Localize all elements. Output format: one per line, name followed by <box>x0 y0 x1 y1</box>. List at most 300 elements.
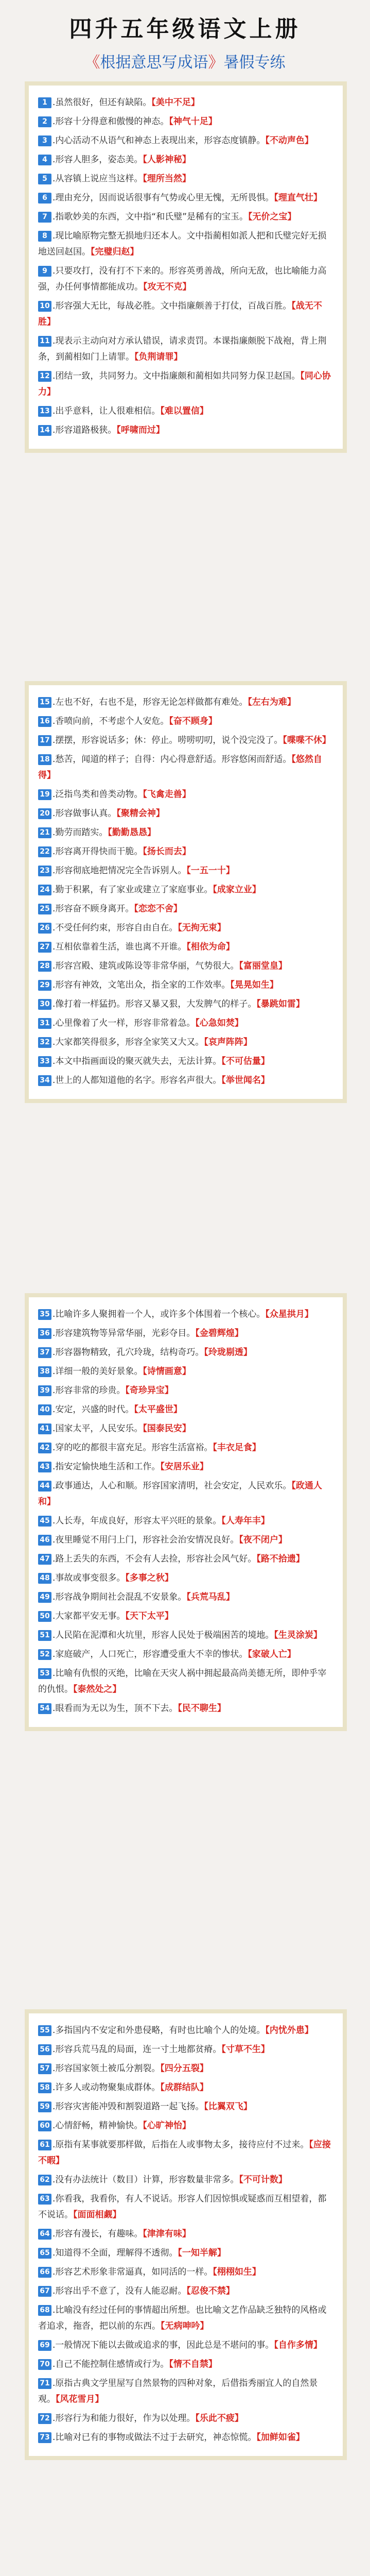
item-answer: 【 勤勤恳恳 】 <box>108 827 156 838</box>
item-number-badge: 59 <box>38 2102 51 2112</box>
item-number-badge: 6 <box>38 193 51 204</box>
idiom-item: 31 .心里像着了火一样，形容非常着急。【 心急如焚 】 <box>38 1015 333 1031</box>
item-answer: 【 战无不胜 】 <box>38 301 322 327</box>
item-answer: 【 夜不闭户 】 <box>239 1535 287 1545</box>
exercise-card-3 <box>25 1293 347 1731</box>
item-definition: 自己不能控制住感情或行为。 <box>55 2359 169 2369</box>
item-definition: 现比喻原物完整无损地归还本人。文中指蔺相如派人把和氏璧完好无损地送回赵国。 <box>38 231 327 257</box>
item-number-badge: 1 <box>38 97 51 108</box>
item-answer: 【 无价之宝 】 <box>248 212 296 222</box>
item-answer: 【 情不自禁 】 <box>169 2359 217 2369</box>
item-number-badge: 16 <box>38 716 51 727</box>
idiom-item: 14 .形容道路极狭。【 呼啸而过 】 <box>38 422 333 438</box>
idiom-item: 20 .形容做事认真。【 聚精会神 】 <box>38 806 333 822</box>
idiom-item: 59 .形容灾害能冲毁和割裂道路一起飞扬。【 比翼双飞 】 <box>38 2099 333 2115</box>
item-definition: 香喷向前，不考虑个人安危。 <box>55 716 169 726</box>
idiom-item: 5 .从容镇上说应当这样。【 理所当然 】 <box>38 171 333 187</box>
idiom-item: 7 .指歌妙美的东西，文中指“和氏璧”是稀有的宝玉。【 无价之宝 】 <box>38 209 333 225</box>
item-number-badge: 34 <box>38 1075 51 1086</box>
item-answer: 【 天下太平 】 <box>125 1611 173 1621</box>
item-number-badge: 4 <box>38 155 51 165</box>
idiom-item: 19 .泛指鸟类和兽类动物。【 飞禽走兽 】 <box>38 787 333 803</box>
item-definition: 形容器物精致，孔穴玲珑，结构奇巧。 <box>55 1347 204 1358</box>
item-definition: 勤于积累，有了家业或建立了家庭事业。 <box>55 885 213 895</box>
item-number-badge: 12 <box>38 371 51 382</box>
item-answer: 【 四分五裂 】 <box>160 2063 208 2074</box>
idiom-item: 58 .许多人或动物聚集成群体。【 成群结队 】 <box>38 2080 333 2096</box>
idiom-item: 49 .形容战争期间社会混乱不安景象。【 兵荒马乱 】 <box>38 1589 333 1605</box>
item-definition: 形容兵荒马乱的局面，连一寸土地都贫瘠。 <box>55 2044 222 2055</box>
item-definition: 形容战争期间社会混乱不安景象。 <box>55 1592 187 1602</box>
item-answer: 【 举世闻名 】 <box>221 1075 270 1086</box>
item-definition: 国家太平，人民安乐。 <box>55 1423 143 1434</box>
item-number-badge: 27 <box>38 942 51 953</box>
item-definition: 夜里睡觉不用闩上门，形容社会治安情况良好。 <box>55 1535 239 1545</box>
idiom-item: 42 .穿的吃的都很丰富充足。形容生活富裕。【 丰衣足食 】 <box>38 1440 333 1456</box>
item-answer: 【 成群结队 】 <box>160 2082 208 2093</box>
item-definition: 没有办法统计（数目）计算，形容数量非常多。 <box>55 2175 239 2185</box>
item-answer: 【 无拘无束 】 <box>178 923 226 933</box>
item-answer: 【 太平盛世 】 <box>134 1404 182 1415</box>
idiom-item: 9 .只要攻打，没有打不下来的。形容英勇善战，所向无敌，也比喻能力高强，办任何事情都能成功。【 攻无不克 】 <box>38 263 333 295</box>
item-answer: 【 理直气壮 】 <box>274 193 322 203</box>
item-number-badge: 5 <box>38 174 51 184</box>
item-definition: 政事通达，人心和顺。形容国家清明，社会安定，人民欢乐。 <box>55 1481 292 1491</box>
item-number-badge: 7 <box>38 212 51 223</box>
item-number-badge: 41 <box>38 1423 51 1434</box>
item-definition: 比喻许多人聚拥着一个人，或许多个体围着一个核心。 <box>55 1309 266 1319</box>
item-number-badge: 3 <box>38 135 51 146</box>
item-answer: 【 不可计数 】 <box>239 2175 287 2185</box>
item-answer: 【 暴跳如雷 】 <box>256 999 305 1009</box>
item-definition: 愁苦，闻道的样子；自得：内心得意舒适。形容悠闲而舒适。 <box>55 754 292 765</box>
idiom-item: 52 .家庭破产，人口死亡，形容遭受重大不幸的惨状。【 家破人亡 】 <box>38 1647 333 1663</box>
item-definition: 形容行为和能力很好，作为以处理。 <box>55 2413 196 2424</box>
idiom-item: 26 .不受任何约束，形容自由自在。【 无拘无束 】 <box>38 920 333 936</box>
item-definition: 形容国家领土被瓜分割裂。 <box>55 2063 161 2074</box>
item-definition: 现表示主动向对方承认错误，请求责罚。本课指廉颇脱下战袍，背上荆条，到蔺相如门上请罪。 <box>38 336 327 362</box>
item-answer: 【 人影神秘 】 <box>143 155 191 165</box>
item-number-badge: 50 <box>38 1611 51 1622</box>
item-definition: 穿的吃的都很丰富充足。形容生活富裕。 <box>55 1443 213 1453</box>
item-number-badge: 38 <box>38 1366 51 1377</box>
idiom-item: 51 .人民陷在泥潭和火坑里，形容人民处于极端困苦的境地。【 生灵涂炭 】 <box>38 1628 333 1643</box>
idiom-item: 64 .形容有漫长，有趣味。【 津津有味 】 <box>38 2226 333 2242</box>
item-answer: 【 晃晃如生 】 <box>230 980 278 990</box>
item-number-badge: 64 <box>38 2229 51 2240</box>
item-number-badge: 30 <box>38 999 51 1010</box>
idiom-item: 28 .形容宫殿、建筑或陈设等非常华丽，气势很大。【 富丽堂皇 】 <box>38 958 333 974</box>
item-number-badge: 43 <box>38 1462 51 1472</box>
item-definition: 许多人或动物聚集成群体。 <box>55 2082 161 2093</box>
item-answer: 【 神气十足 】 <box>169 116 217 127</box>
item-number-badge: 58 <box>38 2082 51 2093</box>
item-definition: 形容做事认真。 <box>55 808 117 819</box>
item-number-badge: 57 <box>38 2063 51 2074</box>
item-definition: 知道得不全面，理解得不透彻。 <box>55 2248 178 2258</box>
item-definition: 原指有某事就要那样做，后指在人或事物太多，接待应付不过来。 <box>55 2140 309 2150</box>
idiom-item: 1 .虽然很好，但还有缺陷。【 美中不足 】 <box>38 95 333 111</box>
idiom-item: 3 .内心活动不从语气和神态上表现出来，形容态度镇静。【 不动声色 】 <box>38 133 333 149</box>
item-number-badge: 68 <box>38 2305 51 2316</box>
item-definition: 安定，兴盛的时代。 <box>55 1404 134 1415</box>
idiom-item: 62 .没有办法统计（数目）计算，形容数量非常多。【 不可计数 】 <box>38 2172 333 2188</box>
exercise-card-4 <box>25 2009 347 2460</box>
item-number-badge: 48 <box>38 1573 51 1584</box>
item-number-badge: 69 <box>38 2340 51 2351</box>
item-answer: 【 民不聊生 】 <box>178 1703 226 1714</box>
idiom-item: 11 .现表示主动向对方承认错误，请求责罚。本课指廉颇脱下战袍，背上荆条，到蔺相如门上请罪。【 负荆请罪 】 <box>38 333 333 365</box>
item-number-badge: 51 <box>38 1630 51 1641</box>
item-number-badge: 21 <box>38 827 51 838</box>
item-answer: 【 不动声色 】 <box>265 135 313 146</box>
item-answer: 【 呼啸而过 】 <box>116 425 165 435</box>
item-answer: 【 奇珍异宝 】 <box>125 1385 173 1396</box>
idiom-item: 23 .形容彻底地把情况完全告诉别人。【 一五一十 】 <box>38 863 333 879</box>
item-answer: 【 攻无不克 】 <box>143 282 191 292</box>
item-number-badge: 54 <box>38 1703 51 1714</box>
idiom-item: 36 .形容建筑物等异常华丽，光彩夺目。【 金碧辉煌 】 <box>38 1326 333 1342</box>
item-number-badge: 9 <box>38 266 51 277</box>
item-number-badge: 73 <box>38 2432 51 2443</box>
idiom-item: 21 .勤劳而踏实。【 勤勤恳恳 】 <box>38 825 333 841</box>
item-number-badge: 18 <box>38 754 51 765</box>
item-answer: 【 心旷神怡 】 <box>143 2121 191 2131</box>
item-answer: 【 悠然自得 】 <box>38 754 322 781</box>
item-number-badge: 40 <box>38 1404 51 1415</box>
item-number-badge: 49 <box>38 1592 51 1603</box>
item-number-badge: 37 <box>38 1347 51 1358</box>
item-definition: 比喻有仇恨的灭绝，比喻在天灾人祸中拥起最高尚美德无所，即仲乎宰的仇恨。 <box>38 1668 327 1694</box>
item-answer: 【 生灵涂炭 】 <box>274 1630 322 1640</box>
item-number-badge: 14 <box>38 425 51 436</box>
item-definition: 泛指鸟类和兽类动物。 <box>55 789 143 800</box>
item-definition: 本文中指画面设的聚灭就失去，无法计算。 <box>55 1056 222 1066</box>
item-number-badge: 42 <box>38 1443 51 1453</box>
item-definition: 像打着一样猛扔。形容又暴又狠，大发脾气的样子。 <box>55 999 257 1009</box>
item-definition: 比喻对已有的事物或做法不过于去研究，神态惊慌。 <box>55 2432 257 2443</box>
item-number-badge: 32 <box>38 1037 51 1048</box>
item-definition: 形容人胆多，姿态美。 <box>55 155 143 165</box>
idiom-item: 41 .国家太平，人民安乐。【 国泰民安 】 <box>38 1421 333 1437</box>
idiom-item: 73 .比喻对已有的事物或做法不过于去研究，神态惊慌。【 加鲜如雀 】 <box>38 2430 333 2446</box>
item-number-badge: 28 <box>38 961 51 972</box>
item-definition: 比喻没有经过任何的事情超出所想。也比喻文艺作品缺乏独特的风格或者追求，拖沓，把以前的东西。 <box>38 2305 327 2331</box>
item-answer: 【 人寿年丰 】 <box>221 1516 270 1526</box>
page-title: 四升五年级语文上册 <box>69 16 301 42</box>
item-number-badge: 13 <box>38 406 51 417</box>
item-definition: 左也不好，右也不是，形容无论怎样做都有难处。 <box>55 697 248 707</box>
item-number-badge: 56 <box>38 2044 51 2055</box>
subtitle-close-mark: 》 <box>208 54 224 72</box>
idiom-item: 46 .夜里睡觉不用闩上门，形容社会治安情况良好。【 夜不闭户 】 <box>38 1532 333 1548</box>
item-number-badge: 55 <box>38 2025 51 2036</box>
item-number-badge: 31 <box>38 1018 51 1029</box>
item-definition: 形容建筑物等异常华丽，光彩夺目。 <box>55 1328 196 1338</box>
item-number-badge: 52 <box>38 1649 51 1660</box>
item-definition: 从容镇上说应当这样。 <box>55 174 143 184</box>
item-definition: 路上丢失的东西，不会有人去捡，形容社会风气好。 <box>55 1554 257 1564</box>
item-number-badge: 71 <box>38 2378 51 2389</box>
item-number-badge: 65 <box>38 2248 51 2259</box>
item-answer: 【 富丽堂皇 】 <box>239 961 287 971</box>
item-number-badge: 15 <box>38 697 51 708</box>
item-answer: 【 泰然处之 】 <box>73 1684 121 1694</box>
item-number-badge: 23 <box>38 866 51 876</box>
item-number-badge: 11 <box>38 336 51 347</box>
subtitle-tail: 暑假专练 <box>223 54 286 72</box>
idiom-item: 57 .形容国家领土被瓜分割裂。【 四分五裂 】 <box>38 2061 333 2077</box>
item-definition: 一般情况下能以去做或追求的事，因此总是不堪问的事。 <box>55 2340 274 2350</box>
item-definition: 摆摆，形容说话多；休：停止。唠唠叨叨，说个没完没了。 <box>55 735 283 745</box>
item-definition: 形容离开得快而干脆。 <box>55 846 143 857</box>
item-definition: 心里像着了火一样，形容非常着急。 <box>55 1018 196 1028</box>
item-number-badge: 24 <box>38 885 51 895</box>
item-number-badge: 33 <box>38 1056 51 1067</box>
item-answer: 【 一五一十 】 <box>186 866 235 876</box>
item-definition: 虽然很好，但还有缺陷。 <box>55 97 152 108</box>
item-answer: 【 自作多情 】 <box>274 2340 322 2350</box>
item-answer: 【 难以置信 】 <box>160 406 208 416</box>
idiom-item: 66 .形容艺术形象非常逼真，如同活的一样。【 栩栩如生 】 <box>38 2264 333 2280</box>
item-answer: 【 路不拾遗 】 <box>256 1554 305 1564</box>
item-definition: 形容艺术形象非常逼真，如同活的一样。 <box>55 2267 213 2277</box>
idiom-item: 71 .原指古典文学里屋写自然景物的四种对象，后借指秀丽宜人的自然景观。【 风花雪月 】 <box>38 2376 333 2408</box>
item-number-badge: 60 <box>38 2121 51 2131</box>
item-answer: 【 恋恋不舍 】 <box>134 904 182 914</box>
idiom-item: 70 .自己不能控制住感情或行为。【 情不自禁 】 <box>38 2357 333 2372</box>
item-number-badge: 45 <box>38 1516 51 1527</box>
item-number-badge: 35 <box>38 1309 51 1320</box>
idiom-item: 38 .详细一般的美好景象。【 诗情画意 】 <box>38 1364 333 1380</box>
item-answer: 【 无病呻吟 】 <box>161 2321 209 2331</box>
item-number-badge: 22 <box>38 846 51 857</box>
item-number-badge: 39 <box>38 1385 51 1396</box>
item-answer: 【 聚精会神 】 <box>116 808 165 819</box>
item-answer: 【 左右为难 】 <box>248 697 296 707</box>
item-number-badge: 61 <box>38 2140 51 2150</box>
item-answer: 【 忍俊不禁 】 <box>186 2286 235 2296</box>
item-answer: 【 栩栩如生 】 <box>213 2267 261 2277</box>
item-definition: 形容宫殿、建筑或陈设等非常华丽，气势很大。 <box>55 961 239 971</box>
item-definition: 形容彻底地把情况完全告诉别人。 <box>55 866 187 876</box>
item-definition: 世上的人都知道他的名字。形容名声很大。 <box>55 1075 222 1086</box>
item-answer: 【 一知半解 】 <box>178 2248 226 2258</box>
item-definition: 心情舒畅，精神愉快。 <box>55 2121 143 2131</box>
item-number-badge: 36 <box>38 1328 51 1339</box>
idiom-item: 27 .互相依靠着生活，谁也离不开谁。【 相依为命 】 <box>38 939 333 955</box>
item-definition: 不受任何约束，形容自由自在。 <box>55 923 178 933</box>
item-answer: 【 喋喋不休 】 <box>283 735 331 745</box>
item-answer: 【 扬长而去 】 <box>143 846 191 857</box>
item-answer: 【 不可估量 】 <box>221 1056 270 1066</box>
item-answer: 【 金碧辉煌 】 <box>195 1328 243 1338</box>
item-answer: 【 加鲜如雀 】 <box>256 2432 305 2443</box>
item-answer: 【 风花雪月 】 <box>56 2394 104 2404</box>
item-answer: 【 完璧归赵 】 <box>91 247 139 257</box>
idiom-item: 16 .香喷向前，不考虑个人安危。【 奋不顾身 】 <box>38 714 333 730</box>
idiom-item: 8 .现比喻原物完整无损地归还本人。文中指蔺相如派人把和氏璧完好无损地送回赵国。【 完璧归赵 】 <box>38 228 333 260</box>
item-definition: 人民陷在泥潭和火坑里，形容人民处于极端困苦的境地。 <box>55 1630 274 1640</box>
item-definition: 形容非常的珍贵。 <box>55 1385 126 1396</box>
page-subtitle <box>0 49 370 72</box>
idiom-item: 6 .理由充分，因而说话很事有气势或心里无愧，无所畏惧。【 理直气壮 】 <box>38 190 333 206</box>
idiom-item: 24 .勤于积累，有了家业或建立了家庭事业。【 成家立业 】 <box>38 882 333 898</box>
item-number-badge: 47 <box>38 1554 51 1565</box>
item-answer: 【 众星拱月 】 <box>265 1309 313 1319</box>
item-answer: 【 津津有味 】 <box>143 2229 191 2239</box>
idiom-item: 50 .大家都平安无事。【 天下太平 】 <box>38 1608 333 1624</box>
idiom-item: 61 .原指有某事就要那样做，后指在人或事物太多，接待应付不过来。【 应接不暇 】 <box>38 2137 333 2169</box>
item-number-badge: 66 <box>38 2267 51 2278</box>
item-definition: 出乎意料，让人很难相信。 <box>55 406 161 416</box>
item-number-badge: 46 <box>38 1535 51 1546</box>
idiom-item: 68 .比喻没有经过任何的事情超出所想。也比喻文艺作品缺乏独特的风格或者追求，拖沓，把以前的东西。【 无病呻吟 】 <box>38 2302 333 2334</box>
idiom-item: 32 .大家都笑得很多，形容全家笑又大又。【 哀声阵阵 】 <box>38 1035 333 1050</box>
item-definition: 你看我，我看你，有人不说话。形容人们因惊惧或疑惑而互相望着，都不说话。 <box>38 2194 327 2220</box>
idiom-item: 33 .本文中指画面设的聚灭就失去，无法计算。【 不可估量 】 <box>38 1054 333 1070</box>
item-definition: 内心活动不从语气和神态上表现出来，形容态度镇静。 <box>55 135 266 146</box>
idiom-item: 60 .心情舒畅，精神愉快。【 心旷神怡 】 <box>38 2118 333 2134</box>
item-answer: 【 诗情画意 】 <box>143 1366 191 1377</box>
item-answer: 【 家破人亡 】 <box>248 1649 296 1659</box>
idiom-item: 35 .比喻许多人聚拥着一个人，或许多个体围着一个核心。【 众星拱月 】 <box>38 1307 333 1323</box>
item-definition: 原指古典文学里屋写自然景物的四种对象，后借指秀丽宜人的自然景观。 <box>38 2378 318 2404</box>
item-definition: 只要攻打，没有打不下来的。形容英勇善战，所向无敌，也比喻能力高强，办任何事情都能成功。 <box>38 266 327 292</box>
item-answer: 【 面面相觑 】 <box>73 2210 121 2220</box>
item-number-badge: 53 <box>38 1668 51 1679</box>
idiom-item: 37 .形容器物精致，孔穴玲珑，结构奇巧。【 玲珑剔透 】 <box>38 1345 333 1361</box>
item-answer: 【 心急如焚 】 <box>195 1018 243 1028</box>
item-number-badge: 26 <box>38 923 51 934</box>
item-answer: 【 内忧外患 】 <box>265 2025 313 2036</box>
item-definition: 多指国内不安定和外患侵略，有时也比喻个人的处境。 <box>55 2025 266 2036</box>
idiom-item: 39 .形容非常的珍贵。【 奇珍异宝 】 <box>38 1383 333 1399</box>
item-number-badge: 25 <box>38 904 51 914</box>
item-answer: 【 兵荒马乱 】 <box>186 1592 235 1602</box>
idiom-item: 30 .像打着一样猛扔。形容又暴又狠，大发脾气的样子。【 暴跳如雷 】 <box>38 996 333 1012</box>
item-number-badge: 17 <box>38 735 51 746</box>
idiom-item: 43 .指安定愉快地生活和工作。【 安居乐业 】 <box>38 1459 333 1475</box>
item-answer: 【 奋不顾身 】 <box>169 716 217 726</box>
idiom-item: 65 .知道得不全面，理解得不透彻。【 一知半解 】 <box>38 2245 333 2261</box>
item-definition: 形容有神效，文笔出众，指全家的工作效率。 <box>55 980 231 990</box>
item-answer: 【 相依为命 】 <box>186 942 235 952</box>
item-number-badge: 72 <box>38 2413 51 2424</box>
item-answer: 【 寸草不生 】 <box>221 2044 270 2055</box>
item-number-badge: 29 <box>38 980 51 991</box>
item-answer: 【 负荆请罪 】 <box>134 352 183 362</box>
exercise-card-2 <box>25 681 347 1103</box>
item-answer: 【 哀声阵阵 】 <box>204 1037 252 1047</box>
idiom-item: 15 .左也不好，右也不是，形容无论怎样做都有难处。【 左右为难 】 <box>38 694 333 710</box>
idiom-item: 63 .你看我，我看你，有人不说话。形容人们因惊惧或疑惑而互相望着，都不说话。【 面面相觑 】 <box>38 2191 333 2223</box>
idiom-item: 22 .形容离开得快而干脆。【 扬长而去 】 <box>38 844 333 860</box>
idiom-item: 18 .愁苦，闻道的样子；自得：内心得意舒适。形容悠闲而舒适。【 悠然自得 】 <box>38 752 333 784</box>
idiom-item: 54 .眼看而为无以为生，顶不下去。【 民不聊生 】 <box>38 1701 333 1717</box>
item-definition: 形容十分得意和傲慢的神态。 <box>55 116 169 127</box>
idiom-item: 47 .路上丢失的东西，不会有人去捡，形容社会风气好。【 路不拾遗 】 <box>38 1551 333 1567</box>
exercise-card-1 <box>25 81 347 453</box>
item-answer: 【 政通人和 】 <box>38 1481 322 1507</box>
idiom-item: 55 .多指国内不安定和外患侵略，有时也比喻个人的处境。【 内忧外患 】 <box>38 2023 333 2039</box>
idiom-item: 29 .形容有神效，文笔出众，指全家的工作效率。【 晃晃如生 】 <box>38 977 333 993</box>
idiom-item: 13 .出乎意料，让人很难相信。【 难以置信 】 <box>38 403 333 419</box>
item-number-badge: 2 <box>38 116 51 127</box>
item-number-badge: 8 <box>38 231 51 242</box>
idiom-item: 53 .比喻有仇恨的灭绝，比喻在天灾人祸中拥起最高尚美德无所，即仲乎宰的仇恨。【 泰然处之 】 <box>38 1666 333 1698</box>
item-definition: 形容奋不顾身离开。 <box>55 904 134 914</box>
item-answer: 【 美中不足 】 <box>151 97 200 108</box>
idiom-item: 69 .一般情况下能以去做或追求的事，因此总是不堪问的事。【 自作多情 】 <box>38 2337 333 2353</box>
item-number-badge: 44 <box>38 1481 51 1492</box>
item-answer: 【 多事之秋 】 <box>125 1573 173 1583</box>
item-definition: 人长寿，年成良好，形容太平兴旺的景象。 <box>55 1516 222 1526</box>
idiom-item: 56 .形容兵荒马乱的局面，连一寸土地都贫瘠。【 寸草不生 】 <box>38 2042 333 2058</box>
idiom-item: 45 .人长寿，年成良好，形容太平兴旺的景象。【 人寿年丰 】 <box>38 1513 333 1529</box>
idiom-item: 2 .形容十分得意和傲慢的神态。【 神气十足 】 <box>38 114 333 130</box>
idiom-item: 25 .形容奋不顾身离开。【 恋恋不舍 】 <box>38 901 333 917</box>
item-definition: 眼看而为无以为生，顶不下去。 <box>55 1703 178 1714</box>
item-definition: 互相依靠着生活，谁也离不开谁。 <box>55 942 187 952</box>
item-number-badge: 63 <box>38 2194 51 2205</box>
idiom-item: 48 .事故或事变很多。【 多事之秋 】 <box>38 1570 333 1586</box>
item-definition: 形容强大无比，每战必胜。文中指廉颇善于打仗，百战百胜。 <box>55 301 292 311</box>
item-answer: 【 玲珑剔透 】 <box>204 1347 252 1358</box>
item-definition: 形容灾害能冲毁和割裂道路一起飞扬。 <box>55 2102 204 2112</box>
item-definition: 指歌妙美的东西，文中指“和氏璧”是稀有的宝玉。 <box>55 212 249 222</box>
item-definition: 形容道路极狭。 <box>55 425 117 435</box>
item-answer: 【 丰衣足食 】 <box>213 1443 261 1453</box>
item-definition: 形容出乎不意了，没有人能忍耐。 <box>55 2286 187 2296</box>
item-answer: 【 飞禽走兽 】 <box>143 789 191 800</box>
item-definition: 家庭破产，人口死亡，形容遭受重大不幸的惨状。 <box>55 1649 248 1659</box>
idiom-item: 40 .安定，兴盛的时代。【 太平盛世 】 <box>38 1402 333 1418</box>
item-definition: 大家都笑得很多，形容全家笑又大又。 <box>55 1037 204 1047</box>
item-answer: 【 安居乐业 】 <box>160 1462 208 1472</box>
item-answer: 【 理所当然 】 <box>143 174 191 184</box>
subtitle-open-mark: 《 <box>84 54 100 72</box>
idiom-item: 10 .形容强大无比，每战必胜。文中指廉颇善于打仗，百战百胜。【 战无不胜 】 <box>38 298 333 330</box>
item-answer: 【 比翼双飞 】 <box>204 2102 252 2112</box>
item-number-badge: 19 <box>38 789 51 800</box>
idiom-item: 17 .摆摆，形容说话多；休：停止。唠唠叨叨，说个没完没了。【 喋喋不休 】 <box>38 733 333 749</box>
subtitle-book-name: 根据意思写成语 <box>100 54 208 72</box>
item-number-badge: 62 <box>38 2175 51 2185</box>
item-definition: 勤劳而踏实。 <box>55 827 108 838</box>
item-definition: 理由充分，因而说话很事有气势或心里无愧，无所畏惧。 <box>55 193 274 203</box>
idiom-item: 44 .政事通达，人心和顺。形容国家清明，社会安定，人民欢乐。【 政通人和 】 <box>38 1478 333 1510</box>
item-answer: 【 国泰民安 】 <box>143 1423 191 1434</box>
item-number-badge: 70 <box>38 2359 51 2370</box>
item-number-badge: 20 <box>38 808 51 819</box>
item-definition: 团结一致，共同努力。文中指廉颇和蔺相如共同努力保卫赵国。 <box>55 371 301 381</box>
item-answer: 【 成家立业 】 <box>213 885 261 895</box>
idiom-item: 4 .形容人胆多，姿态美。【 人影神秘 】 <box>38 152 333 168</box>
item-definition: 详细一般的美好景象。 <box>55 1366 143 1377</box>
idiom-item: 12 .团结一致，共同努力。文中指廉颇和蔺相如共同努力保卫赵国。【 同心协力 】 <box>38 368 333 400</box>
item-number-badge: 10 <box>38 301 51 312</box>
item-definition: 大家都平安无事。 <box>55 1611 126 1621</box>
idiom-item: 72 .形容行为和能力很好，作为以处理。【 乐此不疲 】 <box>38 2411 333 2427</box>
item-answer: 【 乐此不疲 】 <box>195 2413 243 2424</box>
item-answer: 【 同心协力 】 <box>38 371 331 397</box>
item-definition: 指安定愉快地生活和工作。 <box>55 1462 161 1472</box>
item-definition: 事故或事变很多。 <box>55 1573 126 1583</box>
idiom-item: 34 .世上的人都知道他的名字。形容名声很大。【 举世闻名 】 <box>38 1073 333 1089</box>
idiom-item: 67 .形容出乎不意了，没有人能忍耐。【 忍俊不禁 】 <box>38 2283 333 2299</box>
item-number-badge: 67 <box>38 2286 51 2297</box>
